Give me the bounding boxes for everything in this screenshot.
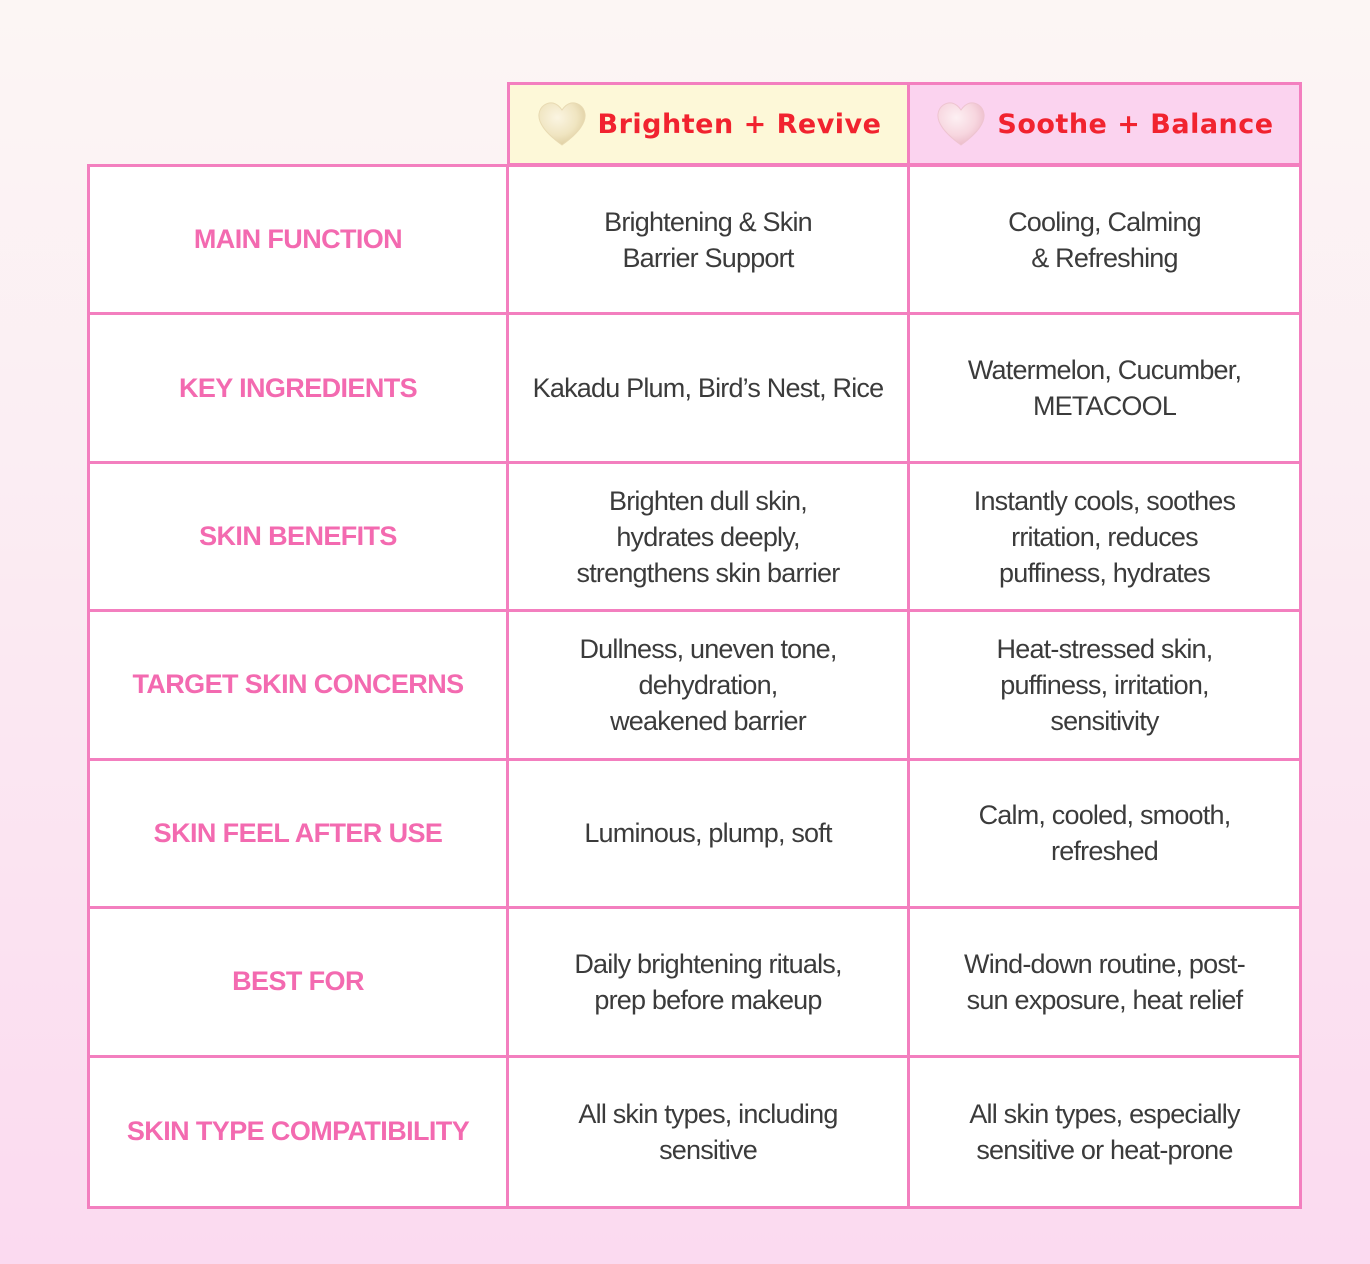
table-row-label: [90, 1058, 509, 1206]
cell-value: Brightening & Skin Barrier Support: [604, 206, 812, 273]
cell-value: Kakadu Plum, Bird’s Nest, Rice: [532, 373, 884, 404]
cell-value: Heat-stressed skin, puffiness, irritation, sensitivity: [996, 633, 1213, 736]
comparison-table: [87, 82, 1302, 1209]
table-body: [87, 164, 1302, 1209]
table-header: [507, 82, 1302, 166]
cell-value: Dullness, uneven tone, dehydration, weakened barrier: [579, 633, 837, 736]
table-cell: [910, 1058, 1299, 1206]
cell-value: Wind-down routine, post- sun exposure, heat relief: [964, 948, 1245, 1015]
table-row-label: [90, 464, 509, 612]
row-label: KEY INGREDIENTS: [178, 372, 418, 403]
table-row-label: [90, 761, 509, 909]
row-label: SKIN TYPE COMPATIBILITY: [126, 1116, 470, 1147]
row-label: TARGET SKIN CONCERNS: [132, 669, 464, 700]
table-cell: [910, 167, 1299, 315]
cell-value: Calm, cooled, smooth, refreshed: [978, 800, 1231, 867]
table-cell: [910, 761, 1299, 909]
column-title: Brighten + Revive: [597, 108, 882, 140]
table-row-label: [90, 315, 509, 463]
column-header-soothe-balance: [910, 85, 1299, 163]
table-cell: [910, 909, 1299, 1057]
column-title: Soothe + Balance: [997, 108, 1274, 140]
table-row-label: [90, 909, 509, 1057]
cell-value: Luminous, plump, soft: [584, 818, 832, 849]
table-cell: [910, 612, 1299, 760]
cell-value: All skin types, including sensitive: [578, 1098, 838, 1165]
table-row-label: [90, 167, 509, 315]
table-cell: [910, 464, 1299, 612]
column-header-brighten-revive: [510, 85, 910, 163]
cell-value: Watermelon, Cucumber, METACOOL: [967, 355, 1242, 422]
row-label: BEST FOR: [232, 966, 364, 997]
cell-value: Cooling, Calming & Refreshing: [1008, 206, 1201, 273]
cream-heart-icon: [536, 100, 588, 148]
cell-value: Brighten dull skin, hydrates deeply, strengthens skin barrier: [576, 485, 840, 588]
table-cell: [509, 167, 910, 315]
table-cell: [509, 1058, 910, 1206]
row-label: MAIN FUNCTION: [193, 224, 403, 255]
pink-heart-icon: [935, 100, 987, 148]
cell-value: All skin types, especially sensitive or heat-prone: [969, 1098, 1240, 1165]
table-cell: [509, 761, 910, 909]
row-label: SKIN BENEFITS: [199, 521, 397, 552]
table-cell: [509, 464, 910, 612]
table-cell: [509, 909, 910, 1057]
table-cell: [910, 315, 1299, 463]
table-cell: [509, 612, 910, 760]
row-label: SKIN FEEL AFTER USE: [153, 817, 443, 848]
table-cell: [509, 315, 910, 463]
table-row-label: [90, 612, 509, 760]
cell-value: Instantly cools, soothes rritation, reduces puffiness, hydrates: [973, 485, 1236, 588]
cell-value: Daily brightening rituals, prep before makeup: [574, 948, 842, 1015]
